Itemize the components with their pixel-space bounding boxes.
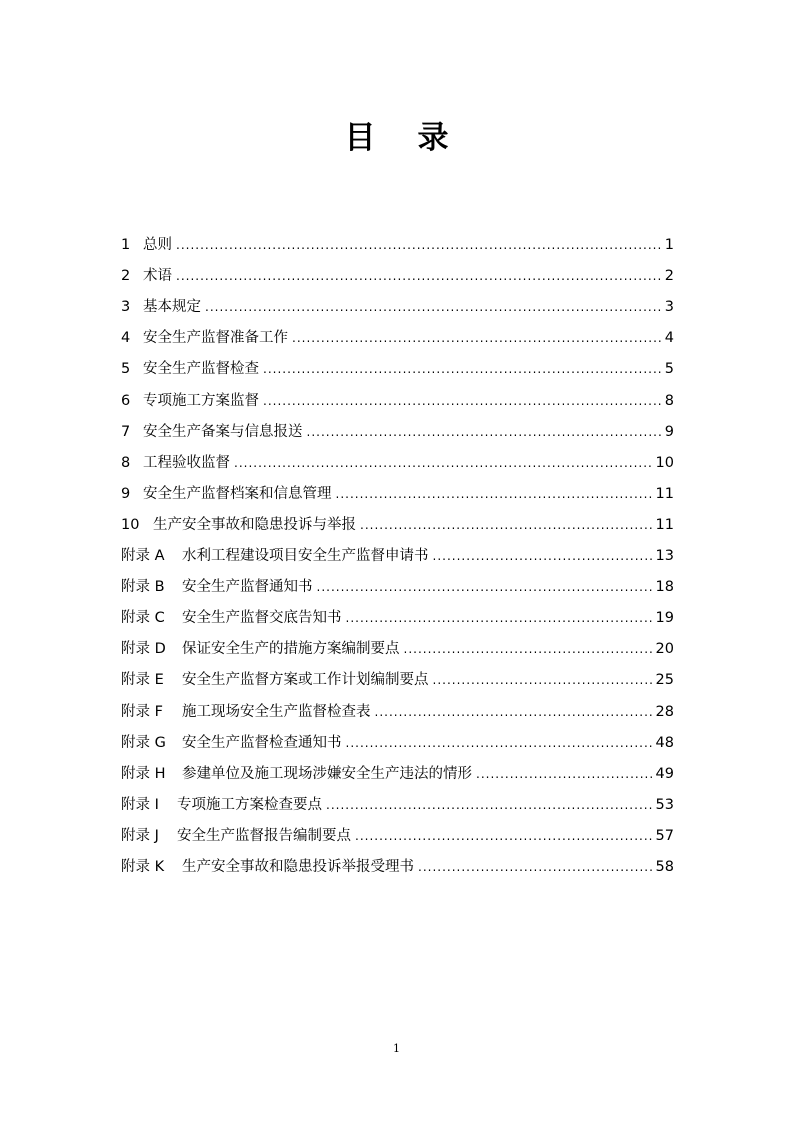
toc-entry-page: 28 — [655, 703, 674, 720]
toc-entry-number: 附录 A — [121, 548, 165, 565]
toc-entry-9[interactable] — [121, 473, 674, 504]
toc-dot-leader — [263, 359, 663, 379]
toc-entry-number: 4 — [121, 330, 131, 347]
toc-entry-title: 安全生产监督通知书 — [182, 579, 313, 596]
toc-entry-title: 安全生产监督检查 — [143, 361, 259, 378]
toc-entry-appendix-h[interactable] — [121, 753, 674, 784]
toc-entry-number: 5 — [121, 361, 131, 378]
toc-entry-number: 附录 K — [121, 858, 165, 875]
toc-dot-leader — [292, 328, 663, 348]
toc-entry-title: 基本规定 — [143, 299, 201, 316]
toc-entry-7[interactable] — [121, 411, 674, 442]
toc-entry-appendix-c[interactable] — [121, 597, 674, 628]
toc-entry-page: 1 — [664, 237, 674, 254]
table-of-contents — [121, 224, 674, 877]
toc-dot-leader — [476, 764, 654, 784]
toc-entry-appendix-k[interactable] — [121, 846, 674, 877]
toc-entry-6[interactable] — [121, 379, 674, 410]
toc-entry-number: 附录 F — [121, 703, 163, 720]
toc-dot-leader — [317, 577, 654, 597]
toc-entry-page: 2 — [664, 268, 674, 285]
toc-entry-title: 安全生产监督交底告知书 — [182, 610, 342, 627]
toc-entry-number: 附录 B — [121, 579, 165, 596]
toc-entry-number: 附录 D — [121, 641, 166, 658]
toc-entry-page: 4 — [664, 330, 674, 347]
page-number: 1 — [393, 1042, 400, 1055]
toc-entry-page: 10 — [655, 454, 674, 471]
toc-entry-page: 11 — [655, 485, 674, 502]
toc-dot-leader — [234, 453, 654, 473]
toc-dot-leader — [375, 702, 654, 722]
toc-entry-appendix-f[interactable] — [121, 690, 674, 721]
title-char-2: 录 — [417, 120, 449, 156]
toc-entry-title: 水利工程建设项目安全生产监督申请书 — [182, 548, 429, 565]
toc-entry-10[interactable] — [121, 504, 674, 535]
toc-entry-page: 9 — [664, 423, 674, 440]
toc-entry-number: 附录 I — [121, 796, 159, 813]
toc-entry-appendix-b[interactable] — [121, 566, 674, 597]
toc-dot-leader — [326, 795, 654, 815]
toc-dot-leader — [418, 857, 654, 877]
toc-entry-page: 49 — [655, 765, 674, 782]
toc-entry-8[interactable] — [121, 442, 674, 473]
toc-entry-page: 5 — [664, 361, 674, 378]
toc-entry-page: 11 — [655, 516, 674, 533]
toc-entry-title: 安全生产监督报告编制要点 — [177, 827, 351, 844]
page-title — [0, 118, 793, 158]
toc-entry-appendix-a[interactable] — [121, 535, 674, 566]
toc-entry-number: 附录 H — [121, 765, 166, 782]
toc-entry-appendix-j[interactable] — [121, 815, 674, 846]
title-char-1: 目 — [344, 120, 376, 156]
toc-entry-appendix-i[interactable] — [121, 784, 674, 815]
toc-dot-leader — [433, 546, 654, 566]
toc-entry-number: 10 — [121, 516, 140, 533]
toc-entry-2[interactable] — [121, 255, 674, 286]
toc-entry-title: 专项施工方案检查要点 — [177, 796, 322, 813]
toc-entry-page: 18 — [655, 579, 674, 596]
toc-dot-leader — [346, 733, 654, 753]
toc-entry-title: 生产安全事故和隐患投诉与举报 — [153, 516, 356, 533]
toc-entry-title: 安全生产监督检查通知书 — [182, 734, 342, 751]
toc-entry-title: 工程验收监督 — [143, 454, 230, 471]
toc-entry-title: 生产安全事故和隐患投诉举报受理书 — [182, 858, 414, 875]
toc-entry-number: 附录 G — [121, 734, 166, 751]
toc-entry-title: 安全生产监督档案和信息管理 — [143, 485, 332, 502]
toc-dot-leader — [404, 639, 654, 659]
toc-entry-number: 8 — [121, 454, 131, 471]
toc-entry-title: 施工现场安全生产监督检查表 — [182, 703, 371, 720]
toc-entry-number: 9 — [121, 485, 131, 502]
toc-entry-page: 48 — [655, 734, 674, 751]
toc-entry-title: 保证安全生产的措施方案编制要点 — [182, 641, 400, 658]
toc-entry-number: 1 — [121, 237, 131, 254]
toc-entry-number: 附录 J — [121, 827, 159, 844]
toc-entry-title: 专项施工方案监督 — [143, 392, 259, 409]
toc-entry-number: 6 — [121, 392, 131, 409]
toc-entry-page: 53 — [655, 796, 674, 813]
toc-entry-page: 8 — [664, 392, 674, 409]
toc-entry-page: 58 — [655, 858, 674, 875]
toc-entry-number: 2 — [121, 268, 131, 285]
toc-dot-leader — [360, 515, 654, 535]
toc-dot-leader — [205, 297, 663, 317]
toc-entry-number: 7 — [121, 423, 131, 440]
toc-entry-title: 术语 — [143, 268, 172, 285]
toc-entry-number: 附录 E — [121, 672, 164, 689]
toc-dot-leader — [433, 670, 654, 690]
toc-dot-leader — [176, 266, 663, 286]
toc-entry-title: 安全生产监督准备工作 — [143, 330, 288, 347]
toc-entry-page: 13 — [655, 548, 674, 565]
toc-entry-appendix-g[interactable] — [121, 722, 674, 753]
toc-dot-leader — [336, 484, 654, 504]
toc-entry-number: 附录 C — [121, 610, 165, 627]
toc-entry-title: 总则 — [143, 237, 172, 254]
toc-entry-appendix-d[interactable] — [121, 628, 674, 659]
toc-entry-page: 57 — [655, 827, 674, 844]
toc-dot-leader — [176, 235, 663, 255]
toc-entry-appendix-e[interactable] — [121, 659, 674, 690]
toc-entry-title: 安全生产备案与信息报送 — [143, 423, 303, 440]
toc-entry-title: 参建单位及施工现场涉嫌安全生产违法的情形 — [182, 765, 472, 782]
toc-dot-leader — [346, 608, 654, 628]
toc-entry-page: 19 — [655, 610, 674, 627]
toc-dot-leader — [307, 422, 663, 442]
toc-entry-page: 3 — [664, 299, 674, 316]
toc-dot-leader — [355, 826, 654, 846]
toc-entry-3[interactable] — [121, 286, 674, 317]
toc-entry-page: 25 — [655, 672, 674, 689]
toc-entry-number: 3 — [121, 299, 131, 316]
toc-entry-1[interactable] — [121, 224, 674, 255]
toc-entry-5[interactable] — [121, 348, 674, 379]
toc-dot-leader — [263, 391, 663, 411]
toc-entry-4[interactable] — [121, 317, 674, 348]
toc-entry-title: 安全生产监督方案或工作计划编制要点 — [182, 672, 429, 689]
toc-entry-page: 20 — [655, 641, 674, 658]
